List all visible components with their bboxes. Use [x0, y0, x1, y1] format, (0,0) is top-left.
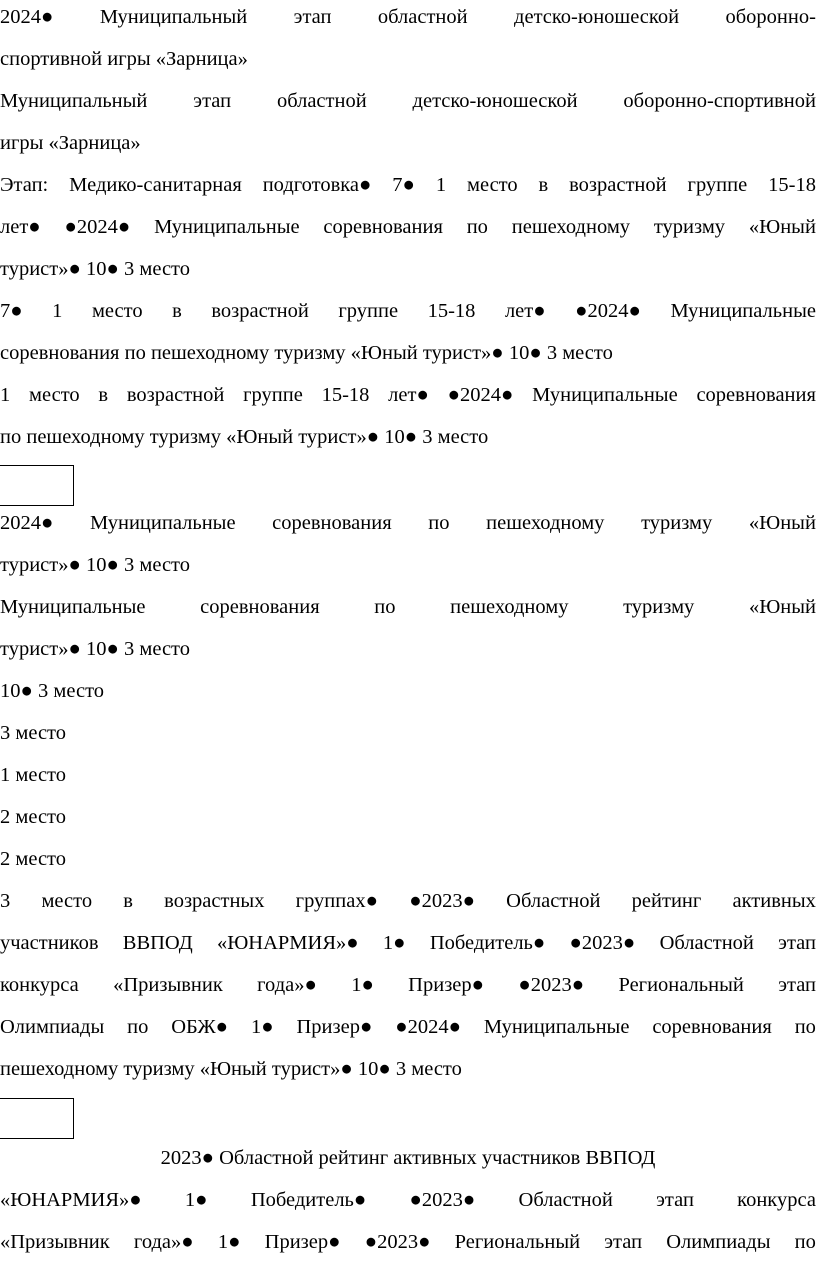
paragraph [0, 290, 816, 374]
word: место [467, 174, 518, 196]
paragraph [0, 880, 816, 1090]
text-line: 1 место [0, 764, 66, 786]
word: Медико-санитарная [69, 174, 242, 196]
word: Областной [659, 932, 754, 954]
word: пешеходному [511, 216, 631, 238]
text-line: пешеходному туризму «Юный турист»● 10● 3 место [0, 1058, 462, 1080]
word: ●2024● [575, 300, 641, 322]
word: 1● [217, 1231, 241, 1253]
paragraph [0, 670, 816, 712]
text-line [0, 880, 816, 922]
word: Областной [518, 1189, 613, 1211]
word: возрастной [211, 300, 309, 322]
word: туризму [623, 596, 695, 618]
word: рейтинг [631, 890, 702, 912]
text-line [0, 1006, 816, 1048]
word: Региональный [618, 974, 744, 996]
paragraph [0, 0, 816, 80]
word: место [41, 890, 93, 912]
word: этап [604, 1231, 643, 1253]
empty-text-box [0, 1098, 74, 1139]
word: соревнования [272, 512, 392, 534]
word: Призер● [264, 1231, 341, 1253]
word: Призер● [296, 1016, 373, 1038]
word: участников [0, 932, 99, 954]
word: в [538, 174, 549, 196]
word: активных [732, 890, 816, 912]
word: «Юный [748, 596, 816, 618]
text-line [0, 0, 816, 38]
word: 1● [382, 932, 406, 954]
text-line [0, 922, 816, 964]
text-line: турист»● 10● 3 место [0, 554, 190, 576]
paragraph [0, 796, 816, 838]
word: 3 [0, 890, 11, 912]
word: 15-18 [321, 384, 370, 406]
text-line [0, 1221, 816, 1263]
text-line [0, 1179, 816, 1221]
text-line: турист»● 10● 3 место [0, 638, 190, 660]
text-line: 3 место [0, 722, 66, 744]
word: группах● [295, 890, 378, 912]
text-line [0, 964, 816, 1006]
word: Муниципальные [670, 300, 816, 322]
word: ●2023● [409, 890, 475, 912]
text-line [0, 586, 816, 628]
text-line [0, 502, 816, 544]
word: по [127, 1016, 149, 1038]
word: года»● [133, 1231, 194, 1253]
word: Муниципальный [99, 6, 248, 28]
paragraph [0, 754, 816, 796]
word: соревнования [200, 596, 320, 618]
word: по [428, 512, 450, 534]
paragraph [0, 1137, 816, 1263]
word: в [172, 300, 182, 322]
word: Муниципальные [154, 216, 300, 238]
word: 1 [435, 174, 447, 196]
word: 2024● [0, 6, 54, 28]
word: оборонно-спортивной [623, 90, 816, 112]
text-line: соревнования по пешеходному туризму «Юный турист»● 10● 3 место [0, 342, 613, 364]
word: подготовка● [262, 174, 372, 196]
text-line: спортивной игры «Зарница» [0, 48, 248, 70]
word: Областной [506, 890, 601, 912]
word: этап [293, 6, 332, 28]
word: Этап: [0, 174, 49, 196]
word: 2024● [0, 512, 54, 534]
word: по [466, 216, 488, 238]
word: 1● [184, 1189, 208, 1211]
word: возрастной [126, 384, 225, 406]
word: «Призывник [0, 1231, 110, 1253]
word: конкурса [737, 1189, 816, 1211]
word: лет● [388, 384, 429, 406]
word: этап [193, 90, 232, 112]
word: группе [338, 300, 399, 322]
text-line [0, 374, 816, 416]
word: место [29, 384, 80, 406]
word: Муниципальные [0, 596, 146, 618]
word: Региональный [454, 1231, 581, 1253]
word: этап [778, 932, 816, 954]
text-line: 2 место [0, 848, 66, 870]
word: этап [778, 974, 816, 996]
word: «ЮНАРМИЯ»● [216, 932, 359, 954]
word: ●2023● [518, 974, 585, 996]
word: областной [276, 90, 367, 112]
word: 1 [0, 384, 11, 406]
word: 7● [392, 174, 415, 196]
word: ●2023● [409, 1189, 476, 1211]
word: «Юный [748, 216, 816, 238]
word: Муниципальные [483, 1016, 630, 1038]
word: 15-18 [768, 174, 816, 196]
word: возрастной [569, 174, 667, 196]
text-line [0, 80, 816, 122]
word: туризму [641, 512, 713, 534]
word: место [91, 300, 143, 322]
text-line: 2 место [0, 806, 66, 828]
paragraph [0, 80, 816, 164]
word: по [374, 596, 396, 618]
word: «Юный [748, 512, 816, 534]
word: лет● [504, 300, 546, 322]
word: лет● [0, 216, 41, 238]
word: Олимпиады [666, 1231, 771, 1253]
word: Призер● [408, 974, 485, 996]
paragraph [0, 838, 816, 880]
text-line: игры «Зарница» [0, 132, 141, 154]
word: соревнования [323, 216, 443, 238]
word: ВВПОД [122, 932, 193, 954]
word: оборонно- [725, 6, 816, 28]
word: возрастных [164, 890, 265, 912]
word: ●2024● [64, 216, 131, 238]
word: 1● [351, 974, 374, 996]
word: Муниципальные [90, 512, 236, 534]
text-line: 2023● Областной рейтинг активных участников ВВПОД [160, 1147, 656, 1169]
paragraph [0, 374, 816, 458]
word: ОБЖ● [171, 1016, 229, 1038]
paragraph [0, 586, 816, 670]
word: «ЮНАРМИЯ»● [0, 1189, 142, 1211]
word: областной [377, 6, 468, 28]
empty-text-box [0, 465, 74, 506]
word: группе [687, 174, 748, 196]
word: пешеходному [486, 512, 605, 534]
word: пешеходному [450, 596, 569, 618]
word: этап [656, 1189, 694, 1211]
word: соревнования [652, 1016, 772, 1038]
text-line: по пешеходному туризму «Юный турист»● 10● 3 место [0, 426, 489, 448]
word: 7● [0, 300, 23, 322]
word: туризму [653, 216, 726, 238]
word: конкурса [0, 974, 79, 996]
word: ●2023● [569, 932, 636, 954]
word: в [123, 890, 133, 912]
paragraph [0, 164, 816, 290]
text-line [0, 164, 816, 206]
word: группе [243, 384, 303, 406]
text-line: турист»● 10● 3 место [0, 258, 190, 280]
text-line [0, 206, 816, 248]
word: по [794, 1231, 816, 1253]
word: Победитель● [429, 932, 546, 954]
word: Муниципальный [0, 90, 148, 112]
word: 1● [250, 1016, 274, 1038]
text-line: 10● 3 место [0, 680, 105, 702]
word: «Призывник [113, 974, 223, 996]
word: по [794, 1016, 816, 1038]
word: года»● [257, 974, 317, 996]
word: ●2024● [395, 1016, 462, 1038]
word: 15-18 [427, 300, 476, 322]
paragraph [0, 502, 816, 586]
word: в [98, 384, 109, 406]
word: Муниципальные [532, 384, 678, 406]
word: 1 [52, 300, 63, 322]
word: ●2024● [447, 384, 514, 406]
word: ●2023● [364, 1231, 431, 1253]
paragraph [0, 712, 816, 754]
word: детско-юношеской [412, 90, 578, 112]
text-line [0, 290, 816, 332]
word: соревнования [696, 384, 816, 406]
word: детско-юношеской [514, 6, 680, 28]
word: Олимпиады [0, 1016, 105, 1038]
word: Победитель● [250, 1189, 367, 1211]
